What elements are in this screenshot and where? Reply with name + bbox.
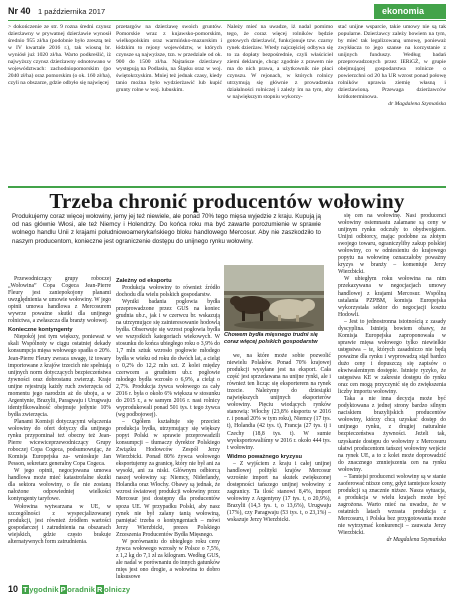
page-footer <box>8 584 446 600</box>
logo-letter: T <box>23 585 28 594</box>
paragraph: W jego opinii, negocjowana umowa handlowa może mieć katastrofalne skutki dla sektora wołowiny, o ile nie zostaną nałożone odpowiedniej wielkości kontyngenty taryfowe. <box>8 468 111 503</box>
cattle-image <box>224 265 324 331</box>
page-header <box>0 0 454 22</box>
top-article-column-1 <box>8 24 111 87</box>
paragraph: – Z wyjściem z kraju i całej unijnej handlowej polityki krajów Mercosur wzrośnie import na skutek zwiększonej dostępności tańszego unijnej wołowiny z zagranicy. Ta ilość stanowi 8,4%, import wołowiny z Argentyny (17 tys. t, o 20,9%), Brazylii (14,3 tys. t, o 13,6%), Urugwaju (17%), czy Paragwaju (53 tys. t, o 23,1%) – wskazuje Jerzy Wierzbicki. <box>227 460 331 524</box>
top-article-text-3: Należy mieć na uwadze, iż nadal pomimo tego, że coraz więcej rolników będzie gotowych dzierżawić, funkcjonuje tzw. czarny rynek dzierżaw. Wtedy najczęściej odbywa się to za dopłaty bezpośrednie, czyli właściciel ziemi deklaruje, chcąc zgodnie z prawem nie ma do nich prawa, a użytkownik nie płaci czynszu. W rejonach, w których rolnicy utrzymują się głównie z prowadzenia działalności rolniczej i zależy im na tym, aby w największym stopniu wykorzy- <box>227 24 333 100</box>
logo-letter: R <box>97 585 103 594</box>
paragraph: – Ogółem kształtuje się przecież produkcja bydła, utrzymujący się większy popyt Polski w sprawie przeprowadzili konsumpcji – tłumaczy dyrektor Polskiego Związku Hodowców Zespół Jerzy Wierzbicki. Ponad 80% żywca wołowego eksportujemy za granicę, który nie był ani za wysoki, ani za niski. Głównym odbiorcą naszej wołowiny są: Niemcy, Niderlandy, Holandia oraz Włochy. Obawy są jednak, że wzrost światowej produkcji wołowiny przez Mercosur jest dostępny dla producentów spoza UE. W przypadku Polski, aby nasz rynek nie był zalany tanią wołowiną, pamiętać trzeba o kontyngentach – mówi Jerzy Wierzbicki, prezes Polskiego Zrzeszenia Producentów Bydła Mięsnego. <box>116 418 220 538</box>
paragraph: W ubiegłym roku wołowina na nim przekazywana w negocjacjach umowy handlowej z krajami Mercosur. Wspólną ustalania PZPBM, komisja Europejska wykorzystała sektor do negocjacji kosztu Hodowli. <box>338 276 446 318</box>
article-column-3 <box>227 353 331 524</box>
header-rule <box>8 20 446 21</box>
paragraph: – Jest to jednostronna istotnością z zasady dyscyplina. Istnieją bowiem obawy, że Komisja Europejska zaproponowała w sprawie mięsa wołowego tylko niewielkie ustępstwa – te, których zasadniczo nie będą poważne dla rynku i wyprowadzą stąd bardzo dużo ceny i dopuszczą się zapisów o ekwiwalentnym dostępie. Istnieje ryzyko, że ustępstwa KE w zakresie dostępu do rynku oraz cen mogą przyczynić się do zwiększenia liczby importu wołowiny. <box>338 318 446 396</box>
subheading: Konieczne kontyngenty <box>8 327 73 334</box>
top-article-column-3 <box>227 24 333 101</box>
cattle-photo <box>224 265 324 331</box>
paragraph: Produkcja wołowiny to również źródło dochodu dla wielu polskich gospodarstw. <box>116 285 220 299</box>
subheading: Widmo poważnego kryzysu <box>227 453 303 460</box>
logo-word: oradnik <box>67 585 96 594</box>
subheading: Zależny od eksportu <box>116 278 172 284</box>
paragraph: W porównaniu do ubiegłego roku ceny żywca wołowego wzrosły w Polsce o 7,5%, z 1,2 kg do 7,1 zł za kilogram. Według GUS, ale nadal w porównaniu do innych gatunków mięs jest ono drogie, a wołowina to dobro luksusowe <box>116 538 220 580</box>
photo-caption: Chowem bydła mięsnego trudni się coraz więcej polskich gospodarstw <box>224 332 318 345</box>
article-title: Trzeba chronić producentów wołowiny <box>49 189 405 213</box>
logo-letter: P <box>60 585 66 594</box>
paragraph: – Tamtejsi producenci wołowiny są w stanie zaoferować niższe ceny, gdyż tamtejsze koszty produkcji są znacznie niższe. Nasza sytuacja, a produkcja w wielu krajach może być zagrożona. Warto mieć na uwadze, że w ostatnich latach wzrasta produkcja z Mercosuru, i Polska bez przygotowania może nie wytrzymać konkurencji – zauważa Jerzy Wierzbicki. <box>338 473 447 537</box>
top-article-text-4: stać unijne wsparcie, takie umowy nie są tak popularne. Dzierżawcy zależy bowiem na tym, by mieć tak legalizowaną umowę, ponieważ zwykłacza to jego szanse na korzystanie z unijnych funduszy. Według badań przeprowadzonych przez IERiGŻ, w grupie obejmującej gospodarstwa rolnicze o powierzchni od 20 ha UR wzrost ponad połowę rolników uprawia ziemię własną i dzierżawioną. Przewaga dzierżawców krótkoterminowa. <box>338 24 446 100</box>
article-column-1 <box>8 276 111 546</box>
paragraph: Przewodniczący grupy roboczej „Wołowina” Copa Cogeca Jean-Pierre Fleury jest zaniepokojony planami uwzględnienia w umowie wołowiny. W jego opinii umowa handlowa z Mercosurem wywrze poważne skutki dla unijnego rolnictwa, a zwłaszcza dla branży wołowej. <box>8 276 111 325</box>
paragraph: Niepokój jest tym większy, ponieważ w skali Wspólnoty w ciągu ostatniej dekady konsumpcja mięsa wołowego spadła o 20%. Jean-Pierre Fleury zwraca uwagę, iż towary importowane z krajów trzecich nie spełniają unijnych norm dotyczących bezpieczeństwa żywności oraz dobrostanu zwierząt. Kraje unijne rejestrują każdy ruch zwierzęcia od momentu jego narodzin aż do uboju, a w Argentynie, Brazylii, Paragwaju i Urugwaju identyfikowalność obejmuje jedynie 10% bydła zwierzęcia. <box>8 334 111 418</box>
logo-word: ygodnik <box>29 585 59 594</box>
article-lead: Produkujemy coraz więcej wołowiny, jemy jej też niewiele, ale ponad 70% tego mięsa wyjedzie z kraju. Kupują ją od nas głównie Włosi, ale też Niemcy i Holendrzy. Do końca roku ma być zawarte porozumienie w sprawie wolnego handlu Unii z krajami południowoamerykańskiego bloku handlowego Mercosur. Aby nie zaszkodziło to naszym producentom, konieczne jest ograniczenie dostępu do unijnego rynku wołowiny. <box>12 213 321 245</box>
article-column-2 <box>116 276 220 581</box>
logo-word: olniczy <box>104 585 131 594</box>
paragraph: się cen na wołowinę. Nasi producenci wołowiny osiemnastu zalamane są ceny w unijnym rynku odczuły to obydwojgiem. Unijni odbiorcy, mając podobne za złotym swojego towaru, ograniczyliby zakup polskiej wołowiny, co w odniesieniu do krajowego popytu na wołowinę oznaczałoby poważny kryzys w branży – komentuje Jerzy Wierzbicki. <box>338 213 446 276</box>
article-column-4 <box>338 213 446 544</box>
paragraph: Planami Komisji dotyczącymi włączenia wołowiny do ofert dotyczy dla unijnego rynku przypominał też obecny też Jean-Pierre wicewiceprzewodniczący Grupy roboczej Copa Cogeca, podsumowując, że Komisja Europejska za- wnioskuje Jan Pesson, sekretarz generalny Copa Cogeca. <box>8 418 111 468</box>
issue-number: Nr 40 <box>8 6 31 16</box>
publication-logo <box>22 585 131 594</box>
top-article-text-2: przetargów na dzierżawę swoich gruntów. Pomorskie wraz z kujawsko-pomorskim, wielkopolskim oraz warmińsko-mazurskim i łódzkim to rejony województw, w których czynsze są najwyższe, tzn. w przedziale od ok. 900 do 1500 zł/ha. Najtańsze dzierżawy występują na Podlasiu, na Śląsku oraz w woj. świętokrzyskim. Mniej też jednak czasy, kiedy tanio można było wydzierżawić lub kupić grunty rolne w woj. lubuskim. <box>116 24 222 93</box>
top-article-column-4 <box>338 24 446 108</box>
top-article-column-2 <box>116 24 222 94</box>
top-article-text-1: > dokończenie ze str. 9 rozna średni czynsz dzierżawny w prywatnej dzierżawie wynosił średnio 955 zł/ha (podobnie było zresztą też w IV kwartale 2016 r.), tak wiosną br. wyniósł już 1020 zł/ha. Warto podkreślić, iż najwyższy czynsz dzierżawny odnotowano w województwach: zachodniopomorskim (po 2040 zł/ha) oraz pomorskim (o ok. 160 zł/ha), czyli na obszarze, gdzie odbyło się najwięcej <box>8 24 111 86</box>
issue-date: 1 października 2017 <box>38 6 106 16</box>
paragraph: Wyniki badania poglowia bydła przeprowadzone przez GUS na koniec grudnia ub.r., jak i w czerwcu br. wskazują na utrzymujące się zainteresowanie hodowlą bydła. Obserwuje się wzrost pogłowia bydła we wszystkich kategoriach wiekowych. W stosunku do końca ubiegłego roku o 3,9% do 1,7 mln sztuk wzrosło pogłowie młodego bydła w wieku od roku do dwóch lat, a cieląt o 0,2% do 12,2 mln szt. Z kolei między czerwcem a grudniem ub.r. pogłowie młodego bydła wzrosło o 6,9%, a cieląt o 2,7%. Produkcja żywca wołowego za cały 2016 r. była o około 6% większa w stosunku do 2015 r., a w samym 2016 r. nasi rolnicy wyprodukowali ponad 501 tys. t tego żywca (wg podbojowej). <box>116 299 220 418</box>
paragraph: we, na które może sobie pozwolić niewielu Polaków. Ponad 70% krajowej produkcji wysyłane jest na eksport. Cała część jest sprzedawana na unijne rynki, ale i również ten licząc się eksporterem na rynek trzecie. Należymy do dziesiątki największych unijnych eksporterów wołowiny. Pięciu wiodących rynków stanowią: Włochy (23,8% eksportu w 2016 r. i ponad 20% w tym roku), Niemcy (17 tys. t), Holandia (42 tys. t), Francja (27 tys. t) i Czechy (18,8 tys. t). W sumie wyeksportowaliśmy w 2016 r. około 444 tys. t wołowiny. <box>227 353 331 451</box>
page-number: 10 <box>8 584 19 594</box>
article-signature: dr Magdalena Szymańska <box>386 537 446 544</box>
top-article-signature: dr Magdalena Szymańska <box>388 101 446 107</box>
paragraph: Taka a nie inna decyzja może być podyktowana z jednej strony bardzo silnym naciskiem brazylijskich producentów wołowiny, którzy chcą uzyskać dostęp do unijnego rynku, z drugiej naturalnie bezpieczeństwa żywności. Jeżeli tak, uzyskanie dostępu do wołowiny z Mercosuru ułatwi producentom tańszej wołowiny wejście na rynek UE, a to z kolei może doprowadzić do znacznego zmniejszenia cen na rynku wołowiny. <box>338 396 446 473</box>
paragraph: Wołowina wytwarzana w UE, w szczególności z wyspecjalizowanej produkcji, jest również źródłem wartości gospodarczej i zatrudnienia na obszarach wiejskich, gdzie często brakuje alternatywnych form zatrudnienia. <box>8 503 111 545</box>
section-divider <box>8 186 446 188</box>
section-badge: ekonomia <box>374 4 446 19</box>
